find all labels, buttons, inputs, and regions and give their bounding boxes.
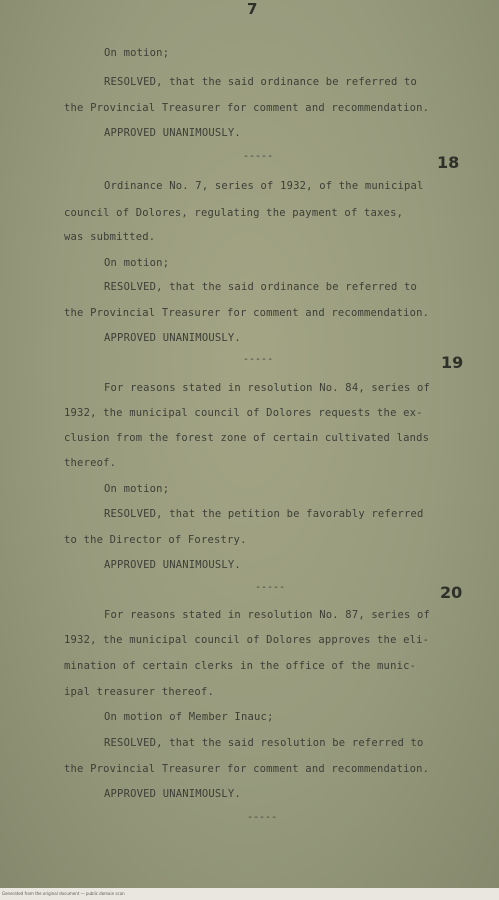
section-divider: ----- — [255, 582, 286, 593]
text-line: RESOLVED, that the said ordinance be referred to — [104, 281, 418, 293]
item-number: 19 — [441, 353, 464, 372]
text-line: On motion; — [104, 483, 170, 495]
text-line: 1932, the municipal council of Dolores requests the ex- — [64, 407, 423, 419]
text-line: clusion from the forest zone of certain cultivated lands — [64, 432, 430, 444]
text-line: the Provincial Treasurer for comment and recommendation. — [64, 307, 430, 319]
text-line: On motion; — [104, 257, 170, 269]
text-line: APPROVED UNANIMOUSLY. — [104, 788, 241, 800]
text-line: to the Director of Forestry. — [64, 534, 247, 546]
text-line: Ordinance No. 7, series of 1932, of the municipal — [104, 180, 424, 192]
text-line: APPROVED UNANIMOUSLY. — [104, 559, 241, 571]
text-line: APPROVED UNANIMOUSLY. — [104, 332, 241, 344]
text-line: council of Dolores, regulating the payment of taxes, — [64, 207, 404, 219]
section-divider: ----- — [243, 151, 274, 162]
text-line: mination of certain clerks in the office of the munic- — [64, 660, 417, 672]
text-line: APPROVED UNANIMOUSLY. — [104, 127, 241, 139]
text-line: For reasons stated in resolution No. 84, series of — [104, 382, 431, 394]
item-number: 20 — [440, 583, 463, 602]
item-number: 18 — [437, 153, 460, 172]
text-line: For reasons stated in resolution No. 87, series of — [104, 609, 431, 621]
text-line: RESOLVED, that the said resolution be referred to — [104, 737, 424, 749]
text-line: the Provincial Treasurer for comment and recommendation. — [64, 102, 430, 114]
text-line: On motion; — [104, 47, 170, 59]
text-line: was submitted. — [64, 231, 156, 243]
text-line: On motion of Member Inauc; — [104, 711, 274, 723]
text-line: ipal treasurer thereof. — [64, 686, 214, 698]
section-divider: ----- — [243, 354, 274, 365]
text-line: RESOLVED, that the petition be favorably referred — [104, 508, 424, 520]
text-line: 1932, the municipal council of Dolores approves the eli- — [64, 634, 430, 646]
text-line: the Provincial Treasurer for comment and recommendation. — [64, 763, 430, 775]
page-number: 7 — [247, 0, 258, 18]
section-divider: ----- — [247, 812, 278, 823]
text-line: thereof. — [64, 457, 117, 469]
text-line: RESOLVED, that the said ordinance be referred to — [104, 76, 418, 88]
footer-text: Generated from the original document — public domain scan — [2, 891, 125, 896]
